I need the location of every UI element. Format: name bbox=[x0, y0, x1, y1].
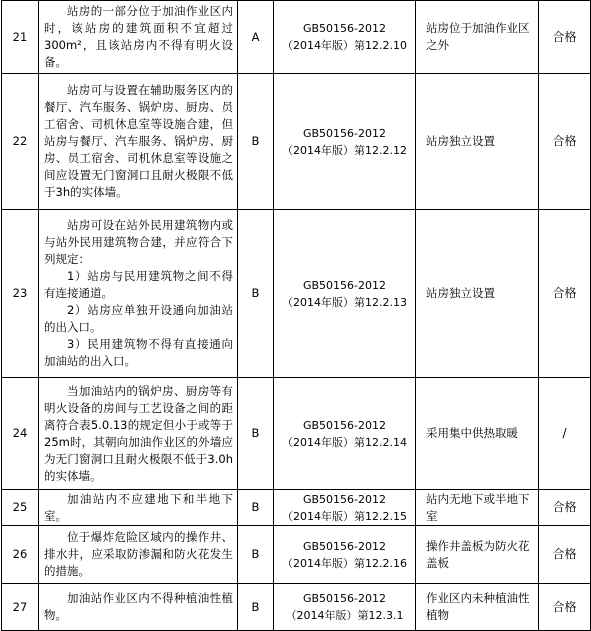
standard-cell bbox=[274, 210, 416, 378]
standard-clause: （2014年版）第12.2.15 bbox=[282, 509, 407, 523]
row-number: 25 bbox=[2, 490, 39, 526]
fact-cell: 操作井盖板为防火花盖板 bbox=[416, 526, 539, 584]
requirement-cell bbox=[39, 378, 238, 490]
standard-code: GB50156-2012 bbox=[302, 22, 387, 35]
standard-clause: （2014年版）第12.2.10 bbox=[282, 39, 407, 52]
result-cell: 合格 bbox=[539, 74, 591, 210]
level-cell: B bbox=[238, 378, 274, 490]
level-cell: B bbox=[238, 584, 274, 631]
standard-code: GB50156-2012 bbox=[302, 492, 387, 506]
requirement-cell bbox=[39, 1, 238, 74]
row-number: 22 bbox=[2, 74, 39, 210]
table-row bbox=[2, 74, 591, 210]
table-row bbox=[2, 1, 591, 74]
requirement-text: 站房可设在站外民用建筑物内或与站外民用建筑物合建，并应符合下列规定： bbox=[44, 218, 233, 266]
standard-code: GB50156-2012 bbox=[302, 126, 387, 140]
row-number: 24 bbox=[2, 378, 39, 490]
requirement-text: 位于爆炸危险区域内的操作井、排水井，应采取防渗漏和防火花发生的措施。 bbox=[44, 530, 233, 578]
requirement-text: 站房可与设置在辅助服务区内的餐厅、汽车服务、锅炉房、厨房、员工宿舍、司机休息室等设施合建，但站房与餐厅、汽车服务、锅炉房、厨房、员工宿舍、司机休息室等设施之间应设置无门窗洞口且耐火极限不低于3h的实体墙。 bbox=[44, 83, 233, 199]
requirement-text: 当加油站内的锅炉房、厨房等有明火设备的房间与工艺设备之间的距离符合表5.0.13的规定但小于或等于25m时，其朝向加油作业区的外墙应为无门窗洞口且耐火极限不低于3.0h的实体墙。 bbox=[44, 383, 233, 483]
requirement-cell bbox=[39, 490, 238, 526]
requirement-cell bbox=[39, 210, 238, 378]
table-row bbox=[2, 490, 591, 526]
standard-cell bbox=[274, 584, 416, 631]
fact-cell: 采用集中供热取暖 bbox=[416, 378, 539, 490]
standard-code: GB50156-2012 bbox=[302, 539, 387, 553]
standard-code: GB50156-2012 bbox=[302, 592, 387, 605]
table-row bbox=[2, 210, 591, 378]
inspection-table bbox=[1, 0, 591, 631]
level-cell: B bbox=[238, 490, 274, 526]
standard-code: GB50156-2012 bbox=[302, 278, 387, 292]
table-body bbox=[2, 1, 591, 631]
result-cell: 合格 bbox=[539, 210, 591, 378]
requirement-cell bbox=[39, 74, 238, 210]
result-cell: 合格 bbox=[539, 526, 591, 584]
result-cell: 合格 bbox=[539, 490, 591, 526]
standard-clause: （2014年版）第12.2.12 bbox=[282, 143, 407, 157]
requirement-text: 加油站内不应建地下和半地下室。 bbox=[44, 491, 233, 523]
standard-cell bbox=[274, 526, 416, 584]
level-cell: B bbox=[238, 210, 274, 378]
standard-clause: （2014年版）第12.2.16 bbox=[282, 556, 407, 570]
table-row bbox=[2, 584, 591, 631]
fact-cell: 站内无地下或半地下室 bbox=[416, 490, 539, 526]
result-cell: 合格 bbox=[539, 584, 591, 631]
result-cell: / bbox=[539, 378, 591, 490]
level-cell: B bbox=[238, 74, 274, 210]
standard-cell bbox=[274, 490, 416, 526]
row-number: 27 bbox=[2, 584, 39, 631]
requirement-text: 1）站房与民用建筑物之间不得有连接通道。 bbox=[44, 269, 233, 300]
requirement-text: 站房的一部分位于加油作业区内时，该站房的建筑面积不宜超过300m²，且该站房内不得有明火设备。 bbox=[44, 4, 233, 69]
level-cell: A bbox=[238, 1, 274, 74]
requirement-text: 3）民用建筑物不得有直接通向加油站的出入口。 bbox=[44, 337, 233, 368]
standard-cell bbox=[274, 74, 416, 210]
requirement-cell bbox=[39, 526, 238, 584]
fact-cell: 站房独立设置 bbox=[416, 210, 539, 378]
standard-clause: （2014年版）第12.2.13 bbox=[282, 295, 407, 309]
row-number: 21 bbox=[2, 1, 39, 74]
fact-cell: 作业区内未种植油性植物 bbox=[416, 584, 539, 631]
standard-cell bbox=[274, 378, 416, 490]
result-cell: 合格 bbox=[539, 1, 591, 74]
standard-code: GB50156-2012 bbox=[302, 418, 387, 432]
requirement-text: 2）站房应单独开设通向加油站的出入口。 bbox=[44, 303, 233, 334]
row-number: 23 bbox=[2, 210, 39, 378]
standard-clause: （2014年版）第12.2.14 bbox=[282, 435, 407, 449]
fact-cell: 站房位于加油作业区之外 bbox=[416, 1, 539, 74]
standard-cell bbox=[274, 1, 416, 74]
requirement-cell bbox=[39, 584, 238, 631]
row-number: 26 bbox=[2, 526, 39, 584]
table-row bbox=[2, 526, 591, 584]
fact-cell: 站房独立设置 bbox=[416, 74, 539, 210]
table-row bbox=[2, 378, 591, 490]
standard-clause: （2014年版）第12.3.1 bbox=[285, 609, 404, 622]
requirement-text: 加油站作业区内不得种植油性植物。 bbox=[44, 591, 233, 622]
level-cell: B bbox=[238, 526, 274, 584]
